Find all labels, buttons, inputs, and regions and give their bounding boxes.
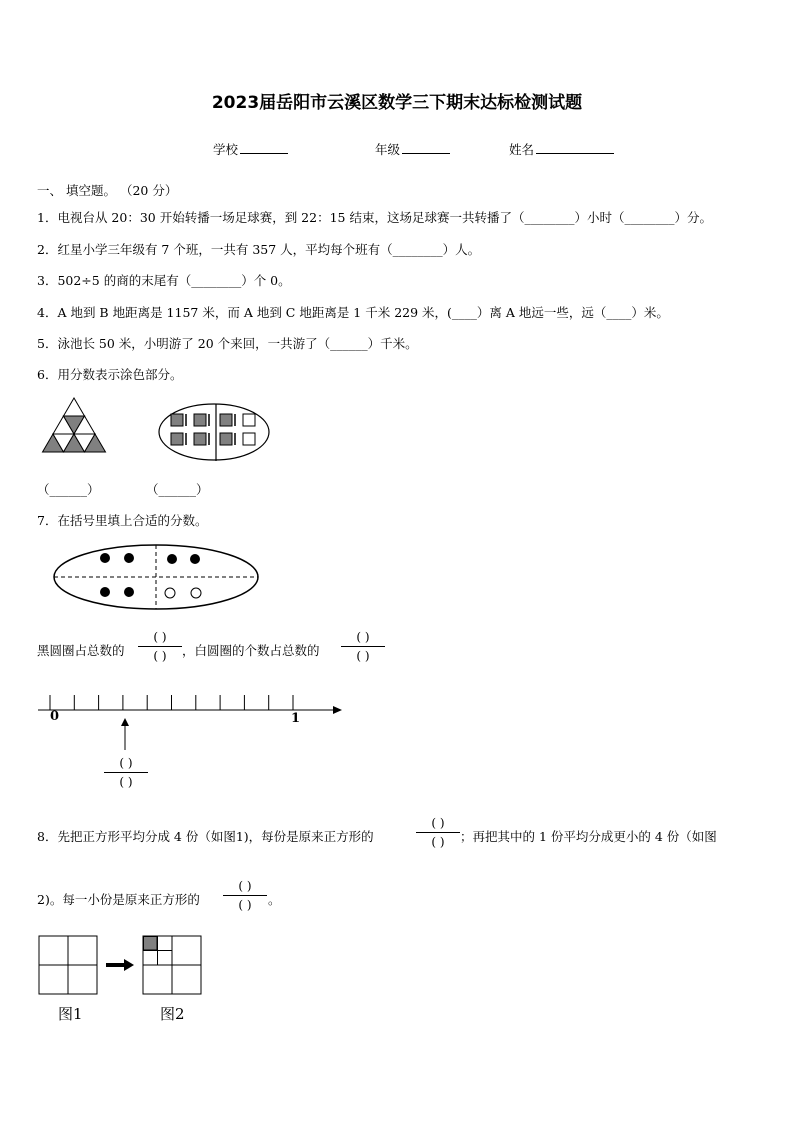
- q6-answer-blank-2: （______）: [146, 482, 209, 497]
- school-blank: [240, 141, 288, 154]
- question-5: 5．泳池长 50 米，小明游了 20 个来回，一共游了（______）千米。: [37, 336, 418, 351]
- number-line-zero-label: 0: [50, 709, 60, 724]
- question-7: 7．在括号里填上合适的分数。: [37, 513, 208, 528]
- section-heading: 一、 填空题。 （20 分）: [37, 183, 178, 198]
- numerator-blank: ( ): [431, 816, 445, 830]
- question-8-part3: 2)。每一小份是原来正方形的: [37, 892, 200, 907]
- figure-1-label: 图1: [58, 1005, 83, 1023]
- question-1: 1．电视台从 20：30 开始转播一场足球赛，到 22：15 结束，这场足球赛一共转播了（________）小时（________）分。: [37, 210, 712, 225]
- name-field: [509, 140, 614, 158]
- number-line: [38, 690, 348, 755]
- name-label: 姓名: [509, 142, 535, 157]
- question-8-part4: 。: [268, 892, 281, 907]
- school-label: 学校: [213, 142, 239, 157]
- square-figures: [38, 935, 204, 997]
- question-2: 2．红星小学三年级有 7 个班，一共有 357 人，平均每个班有（________）人。: [37, 242, 481, 257]
- triangle-figure: [40, 395, 108, 463]
- numerator-blank: ( ): [356, 630, 370, 644]
- q6-answer-blank-1: （______）: [37, 482, 100, 497]
- q7-fraction-black: [138, 629, 182, 664]
- q8-fraction-1: [416, 815, 460, 850]
- grade-field: [375, 140, 450, 158]
- name-blank: [536, 141, 614, 154]
- q7-fraction-white: [341, 629, 385, 664]
- q8-fraction-2: [223, 878, 267, 913]
- question-3: 3．502÷5 的商的末尾有（________）个 0。: [37, 273, 291, 288]
- denominator-blank: ( ): [431, 835, 445, 849]
- q7-white-text: ，白圆圈的个数占总数的: [182, 643, 320, 658]
- q7-black-text: 黑圆圈占总数的: [37, 643, 125, 658]
- number-line-one-label: 1: [291, 711, 301, 726]
- question-8-part2: ；再把其中的 1 份平均分成更小的 4 份（如图: [460, 829, 717, 844]
- denominator-blank: ( ): [356, 649, 370, 663]
- denominator-blank: ( ): [153, 649, 167, 663]
- numerator-blank: ( ): [238, 879, 252, 893]
- question-6: 6．用分数表示涂色部分。: [37, 367, 183, 382]
- grade-blank: [402, 141, 450, 154]
- school-field: [213, 140, 288, 158]
- grade-label: 年级: [375, 142, 401, 157]
- oval-squares-figure: [157, 402, 271, 464]
- denominator-blank: ( ): [238, 898, 252, 912]
- figure-2-label: 图2: [160, 1005, 185, 1023]
- numerator-blank: ( ): [119, 756, 133, 770]
- number-line-fraction: [104, 755, 148, 790]
- page-title: 2023届岳阳市云溪区数学三下期末达标检测试题: [211, 93, 583, 113]
- oval-circles-figure: [52, 542, 262, 612]
- denominator-blank: ( ): [119, 775, 133, 789]
- question-4: 4．A 地到 B 地距离是 1157 米，而 A 地到 C 地距离是 1 千米 229 米，(____）离 A 地远一些，远（____）米。: [37, 305, 669, 320]
- question-8-part1: 8．先把正方形平均分成 4 份（如图1)，每份是原来正方形的: [37, 829, 374, 844]
- numerator-blank: ( ): [153, 630, 167, 644]
